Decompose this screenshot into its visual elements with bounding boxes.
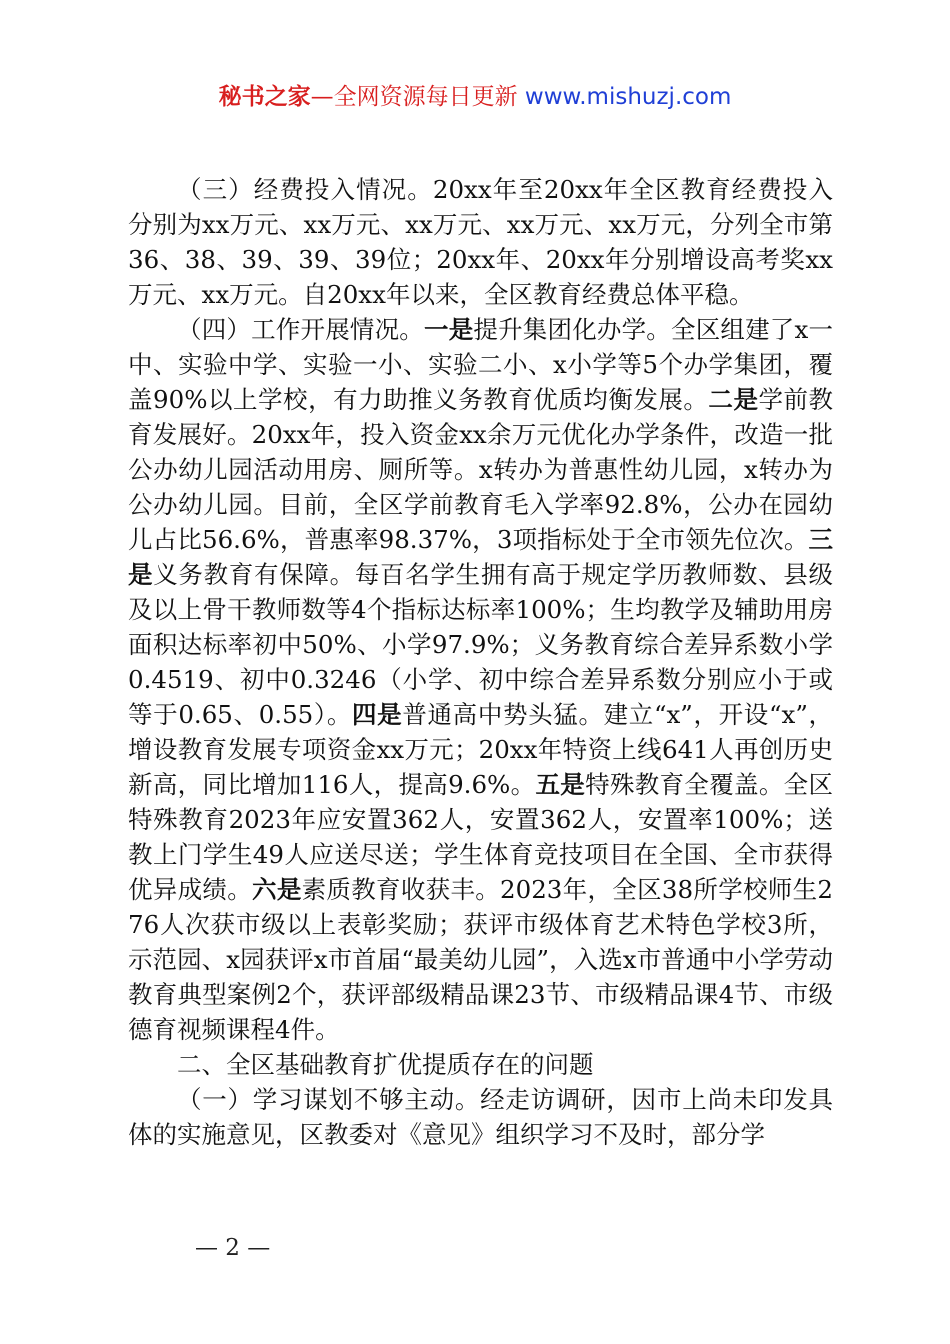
header-slogan: —全网资源每日更新 — [310, 84, 518, 110]
point-marker-4: 四是 — [352, 700, 403, 729]
header-url[interactable]: www.mishuzj.com — [524, 84, 732, 110]
document-header — [0, 82, 950, 112]
point-text-2: 学前教育发展好。20xx年，投入资金xx余万元优化办学条件，改造一批公办幼儿园活动用房、厕所等。x转办为普惠性幼儿园，x转办为公办幼儿园。目前，全区学前教育毛入学率92.8%，公办在园幼儿占比56.6%，普惠率98.37%，3项指标处于全市领先位次。 — [128, 385, 834, 554]
paragraph-work-progress — [128, 312, 833, 1047]
paragraph-funding: （三）经费投入情况。20xx年至20xx年全区教育经费投入分别为xx万元、xx万元、xx万元、xx万元、xx万元，分列全市第36、38、39、39、39位；20xx年、20xx年分别增设高考奖xx万元、xx万元。自20xx年以来，全区教育经费总体平稳。 — [128, 175, 833, 309]
section-heading-problems: 二、全区基础教育扩优提质存在的问题 — [177, 1050, 594, 1079]
point-marker-5: 五是 — [535, 770, 586, 799]
point-text-1: 提升集团化办学。全区组建了x一中、实验中学、实验一小、实验二小、x小学等5个办学集团，覆盖90%以上学校，有力助推义务教育优质均衡发展。 — [128, 315, 834, 414]
point-marker-2: 二是 — [708, 385, 759, 414]
header-brand: 秘书之家 — [218, 84, 311, 110]
point-text-5: 特殊教育全覆盖。全区特殊教育2023年应安置362人，安置362人，安置率100%；送教上门学生49人应送尽送；学生体育竞技项目在全国、全市获得优异成绩。 — [128, 770, 833, 904]
point-text-4: 普通高中势头猛。建立“x”，开设“x”，增设教育发展专项资金xx万元；20xx年特资上线641人再创历史新高，同比增加116人，提高9.6%。 — [128, 700, 834, 799]
page-number: — 2 — — [195, 1235, 271, 1261]
paragraph-problem-1: （一）学习谋划不够主动。经走访调研，因市上尚未印发具体的实施意见，区教委对《意见》组织学习不及时，部分学 — [128, 1085, 833, 1149]
point-text-6: 素质教育收获丰。2023年，全区38所学校师生276人次获市级以上表彰奖励；获评市级体育艺术特色学校3所，示范园、x园获评x市首届“最美幼儿园”，入选x市普通中小学劳动教育典型案例2个，获评部级精品课23节、市级精品课4节、市级德育视频课程4件。 — [128, 875, 833, 1044]
document-body — [128, 172, 833, 1152]
point-marker-1: 一是 — [424, 315, 474, 344]
work-progress-heading: （四）工作开展情况。 — [177, 315, 424, 344]
point-marker-3: 三是 — [128, 525, 833, 589]
point-marker-6: 六是 — [252, 875, 302, 904]
point-text-3: 义务教育有保障。每百名学生拥有高于规定学历教师数、县级及以上骨干教师数等4个指标达标率100%；生均教学及辅助用房面积达标率初中50%、小学97.9%；义务教育综合差异系数小学0.4519、初中0.3246（小学、初中综合差异系数分别应小于或等于0.65、0.55）。 — [128, 560, 834, 729]
